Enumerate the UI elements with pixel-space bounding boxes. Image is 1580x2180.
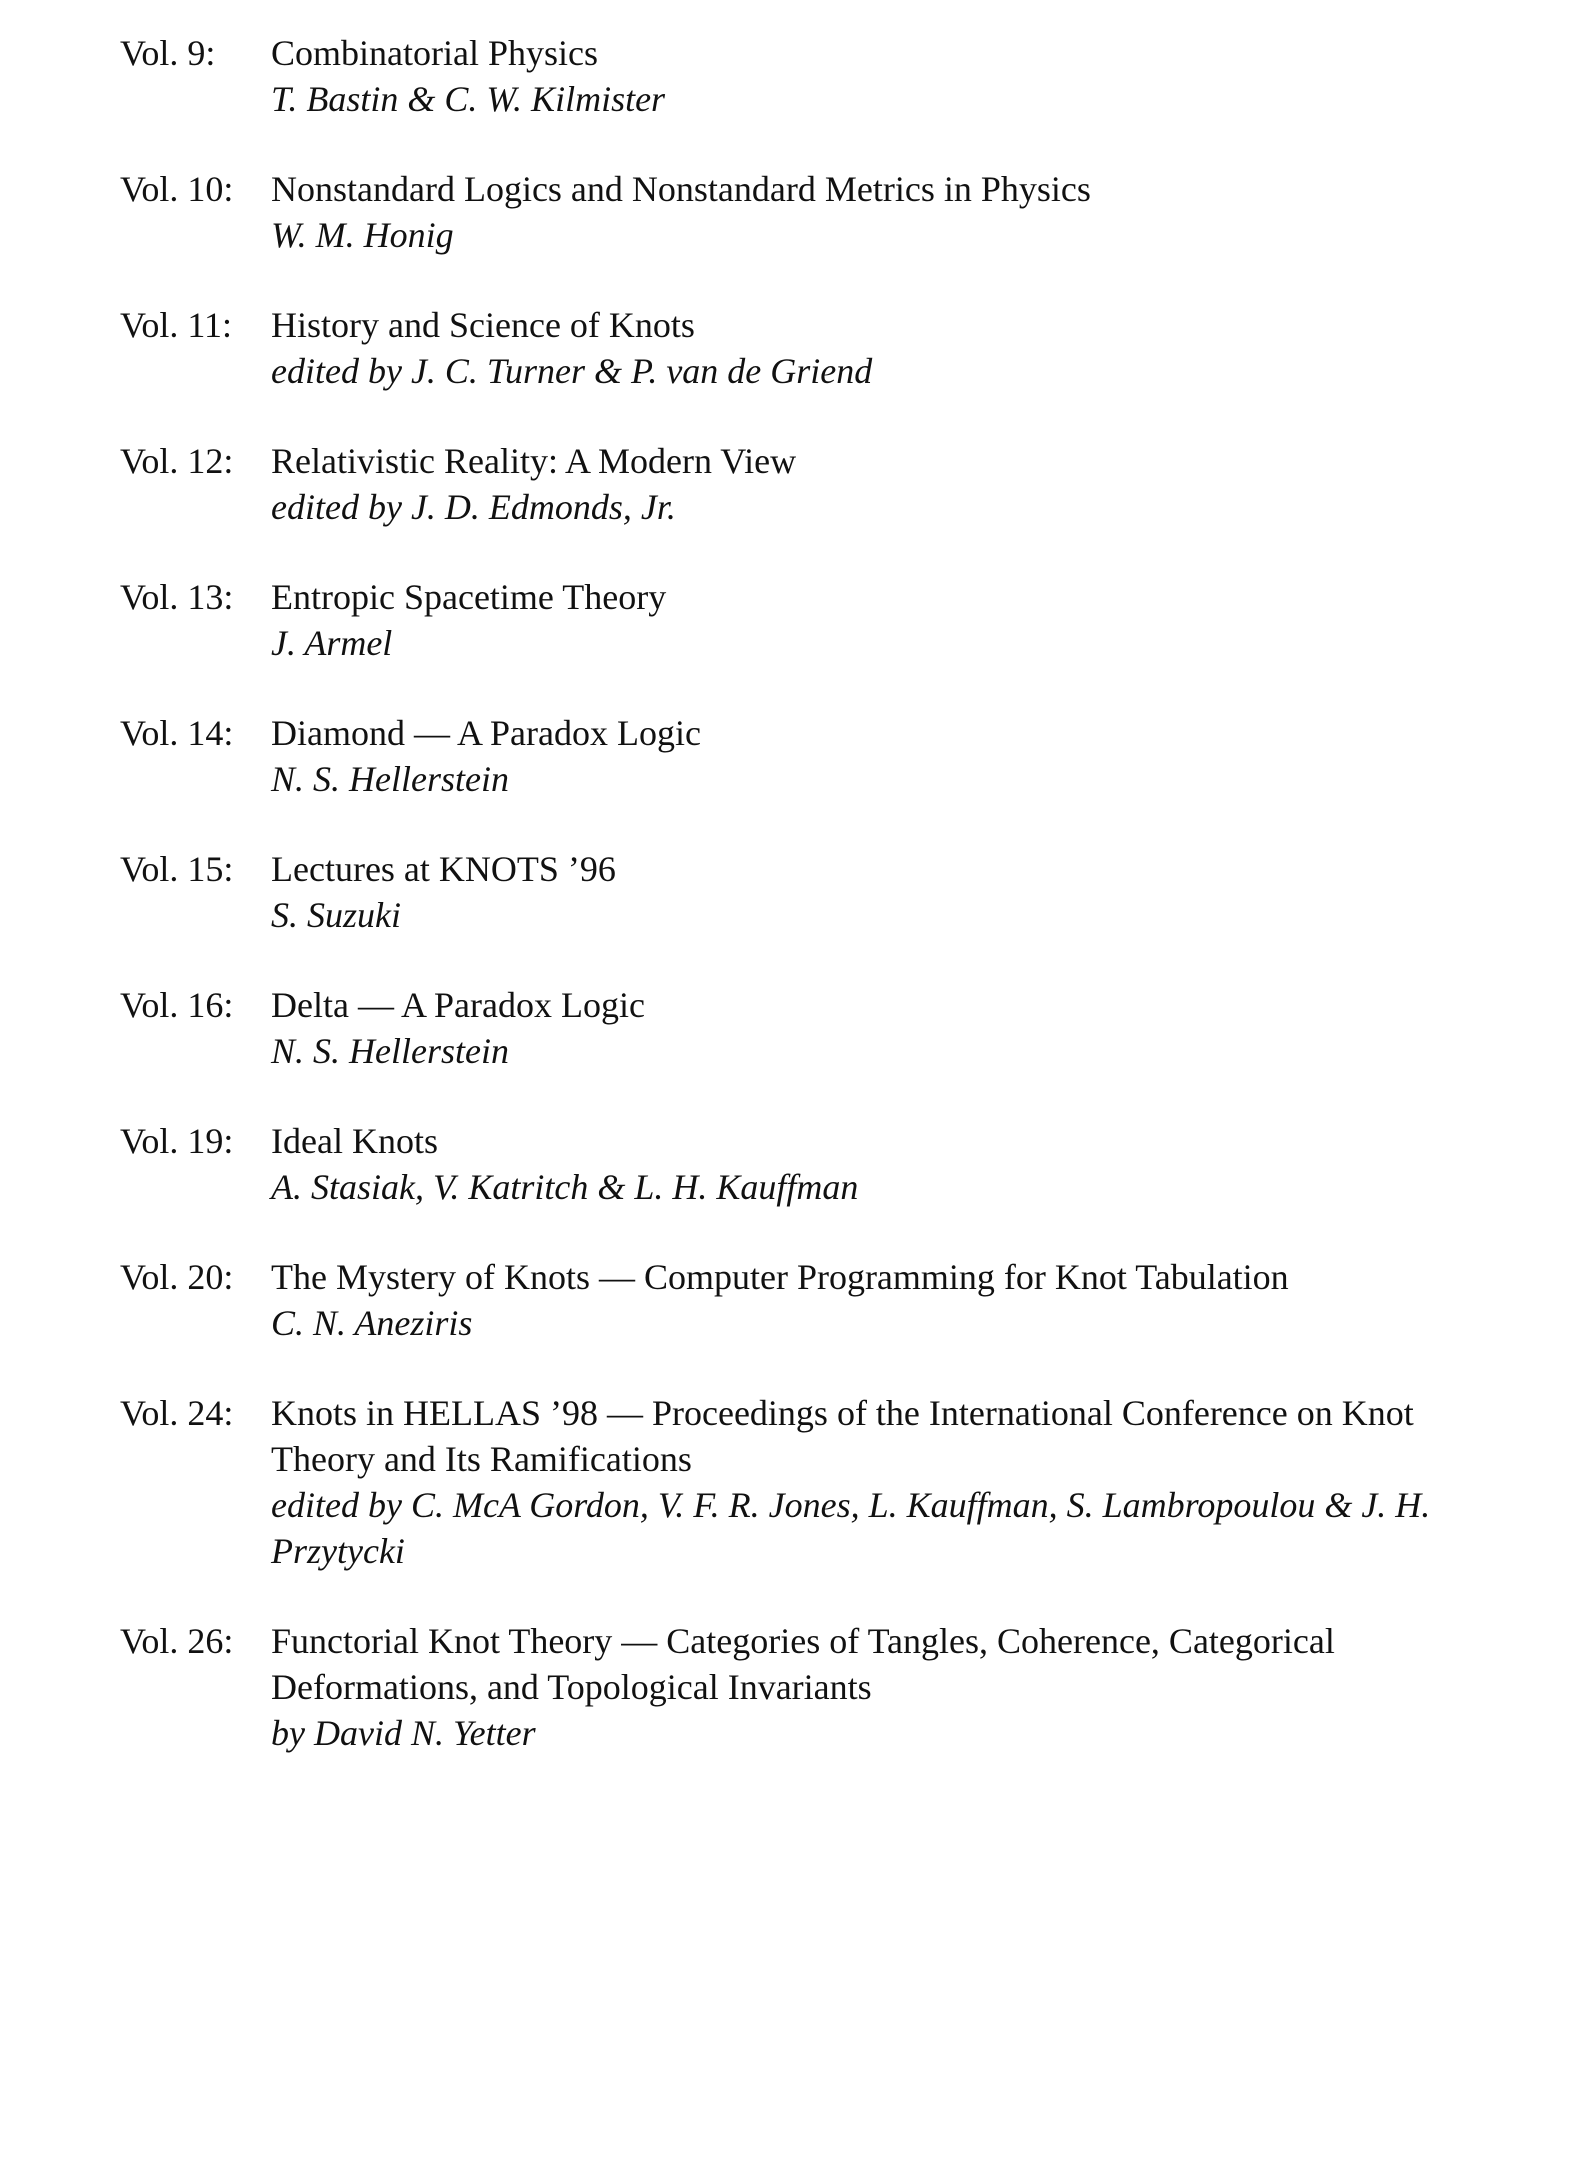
volume-number: Vol. 14:: [120, 713, 234, 753]
volume-title: Delta — A Paradox Logic: [271, 985, 645, 1025]
volume-title: Lectures at KNOTS ’96: [271, 849, 616, 889]
volume-author: A. Stasiak, V. Katritch & L. H. Kauffman: [271, 1167, 859, 1207]
volume-author: T. Bastin & C. W. Kilmister: [271, 79, 666, 119]
volume-number: Vol. 10:: [120, 169, 234, 209]
volume-entry-14: [120, 710, 1520, 802]
volume-author: edited by J. D. Edmonds, Jr.: [271, 487, 676, 527]
volume-author: W. M. Honig: [271, 215, 454, 255]
volume-number: Vol. 9:: [120, 33, 216, 73]
volume-number: Vol. 20:: [120, 1257, 234, 1297]
volume-details: [271, 982, 1520, 1074]
volume-title: Combinatorial Physics: [271, 33, 598, 73]
volume-details: [271, 1390, 1520, 1574]
volume-number: Vol. 26:: [120, 1621, 234, 1661]
volume-author: N. S. Hellerstein: [271, 1031, 509, 1071]
volume-author: N. S. Hellerstein: [271, 759, 509, 799]
volume-entry-19: [120, 1118, 1520, 1210]
volume-details: [271, 30, 1520, 122]
volume-entry-13: [120, 574, 1520, 666]
volume-title: History and Science of Knots: [271, 305, 695, 345]
volume-details: [271, 1618, 1520, 1756]
volume-title: Knots in HELLAS ’98 — Proceedings of the International Conference on Knot Theory and Its Ramifications: [271, 1393, 1414, 1479]
volume-details: [271, 574, 1520, 666]
volume-author: by David N. Yetter: [271, 1713, 536, 1753]
volume-entry-26: [120, 1618, 1520, 1756]
volume-details: [271, 1118, 1520, 1210]
volume-title: Ideal Knots: [271, 1121, 438, 1161]
volume-title: Nonstandard Logics and Nonstandard Metrics in Physics: [271, 169, 1091, 209]
volume-details: [271, 166, 1520, 258]
volume-number: Vol. 11:: [120, 305, 233, 345]
volume-entry-9: [120, 30, 1520, 122]
volume-number: Vol. 16:: [120, 985, 234, 1025]
volume-details: [271, 438, 1520, 530]
volume-entry-11: [120, 302, 1520, 394]
volume-number: Vol. 12:: [120, 441, 234, 481]
volume-title: Entropic Spacetime Theory: [271, 577, 667, 617]
volume-number: Vol. 24:: [120, 1393, 234, 1433]
volume-author: C. N. Aneziris: [271, 1303, 473, 1343]
volume-title: Functorial Knot Theory — Categories of Tangles, Coherence, Categorical Deformations, and Topological Invariants: [271, 1621, 1335, 1707]
volume-author: S. Suzuki: [271, 895, 401, 935]
volume-title: Diamond — A Paradox Logic: [271, 713, 701, 753]
volume-entry-20: [120, 1254, 1520, 1346]
volume-number: Vol. 13:: [120, 577, 234, 617]
volume-author: J. Armel: [271, 623, 393, 663]
volume-entry-16: [120, 982, 1520, 1074]
volume-author: edited by J. C. Turner & P. van de Griend: [271, 351, 873, 391]
volume-author: edited by C. McA Gordon, V. F. R. Jones, L. Kauffman, S. Lambropoulou & J. H. Przytycki: [271, 1485, 1431, 1571]
volume-number: Vol. 15:: [120, 849, 234, 889]
volume-entry-10: [120, 166, 1520, 258]
volume-entry-24: [120, 1390, 1520, 1574]
volume-details: [271, 846, 1520, 938]
volume-details: [271, 302, 1520, 394]
volume-details: [271, 1254, 1520, 1346]
volume-title: Relativistic Reality: A Modern View: [271, 441, 797, 481]
volume-number: Vol. 19:: [120, 1121, 234, 1161]
volume-entry-15: [120, 846, 1520, 938]
book-series-list: [120, 30, 1520, 1756]
volume-details: [271, 710, 1520, 802]
volume-title: The Mystery of Knots — Computer Programming for Knot Tabulation: [271, 1257, 1289, 1297]
volume-entry-12: [120, 438, 1520, 530]
